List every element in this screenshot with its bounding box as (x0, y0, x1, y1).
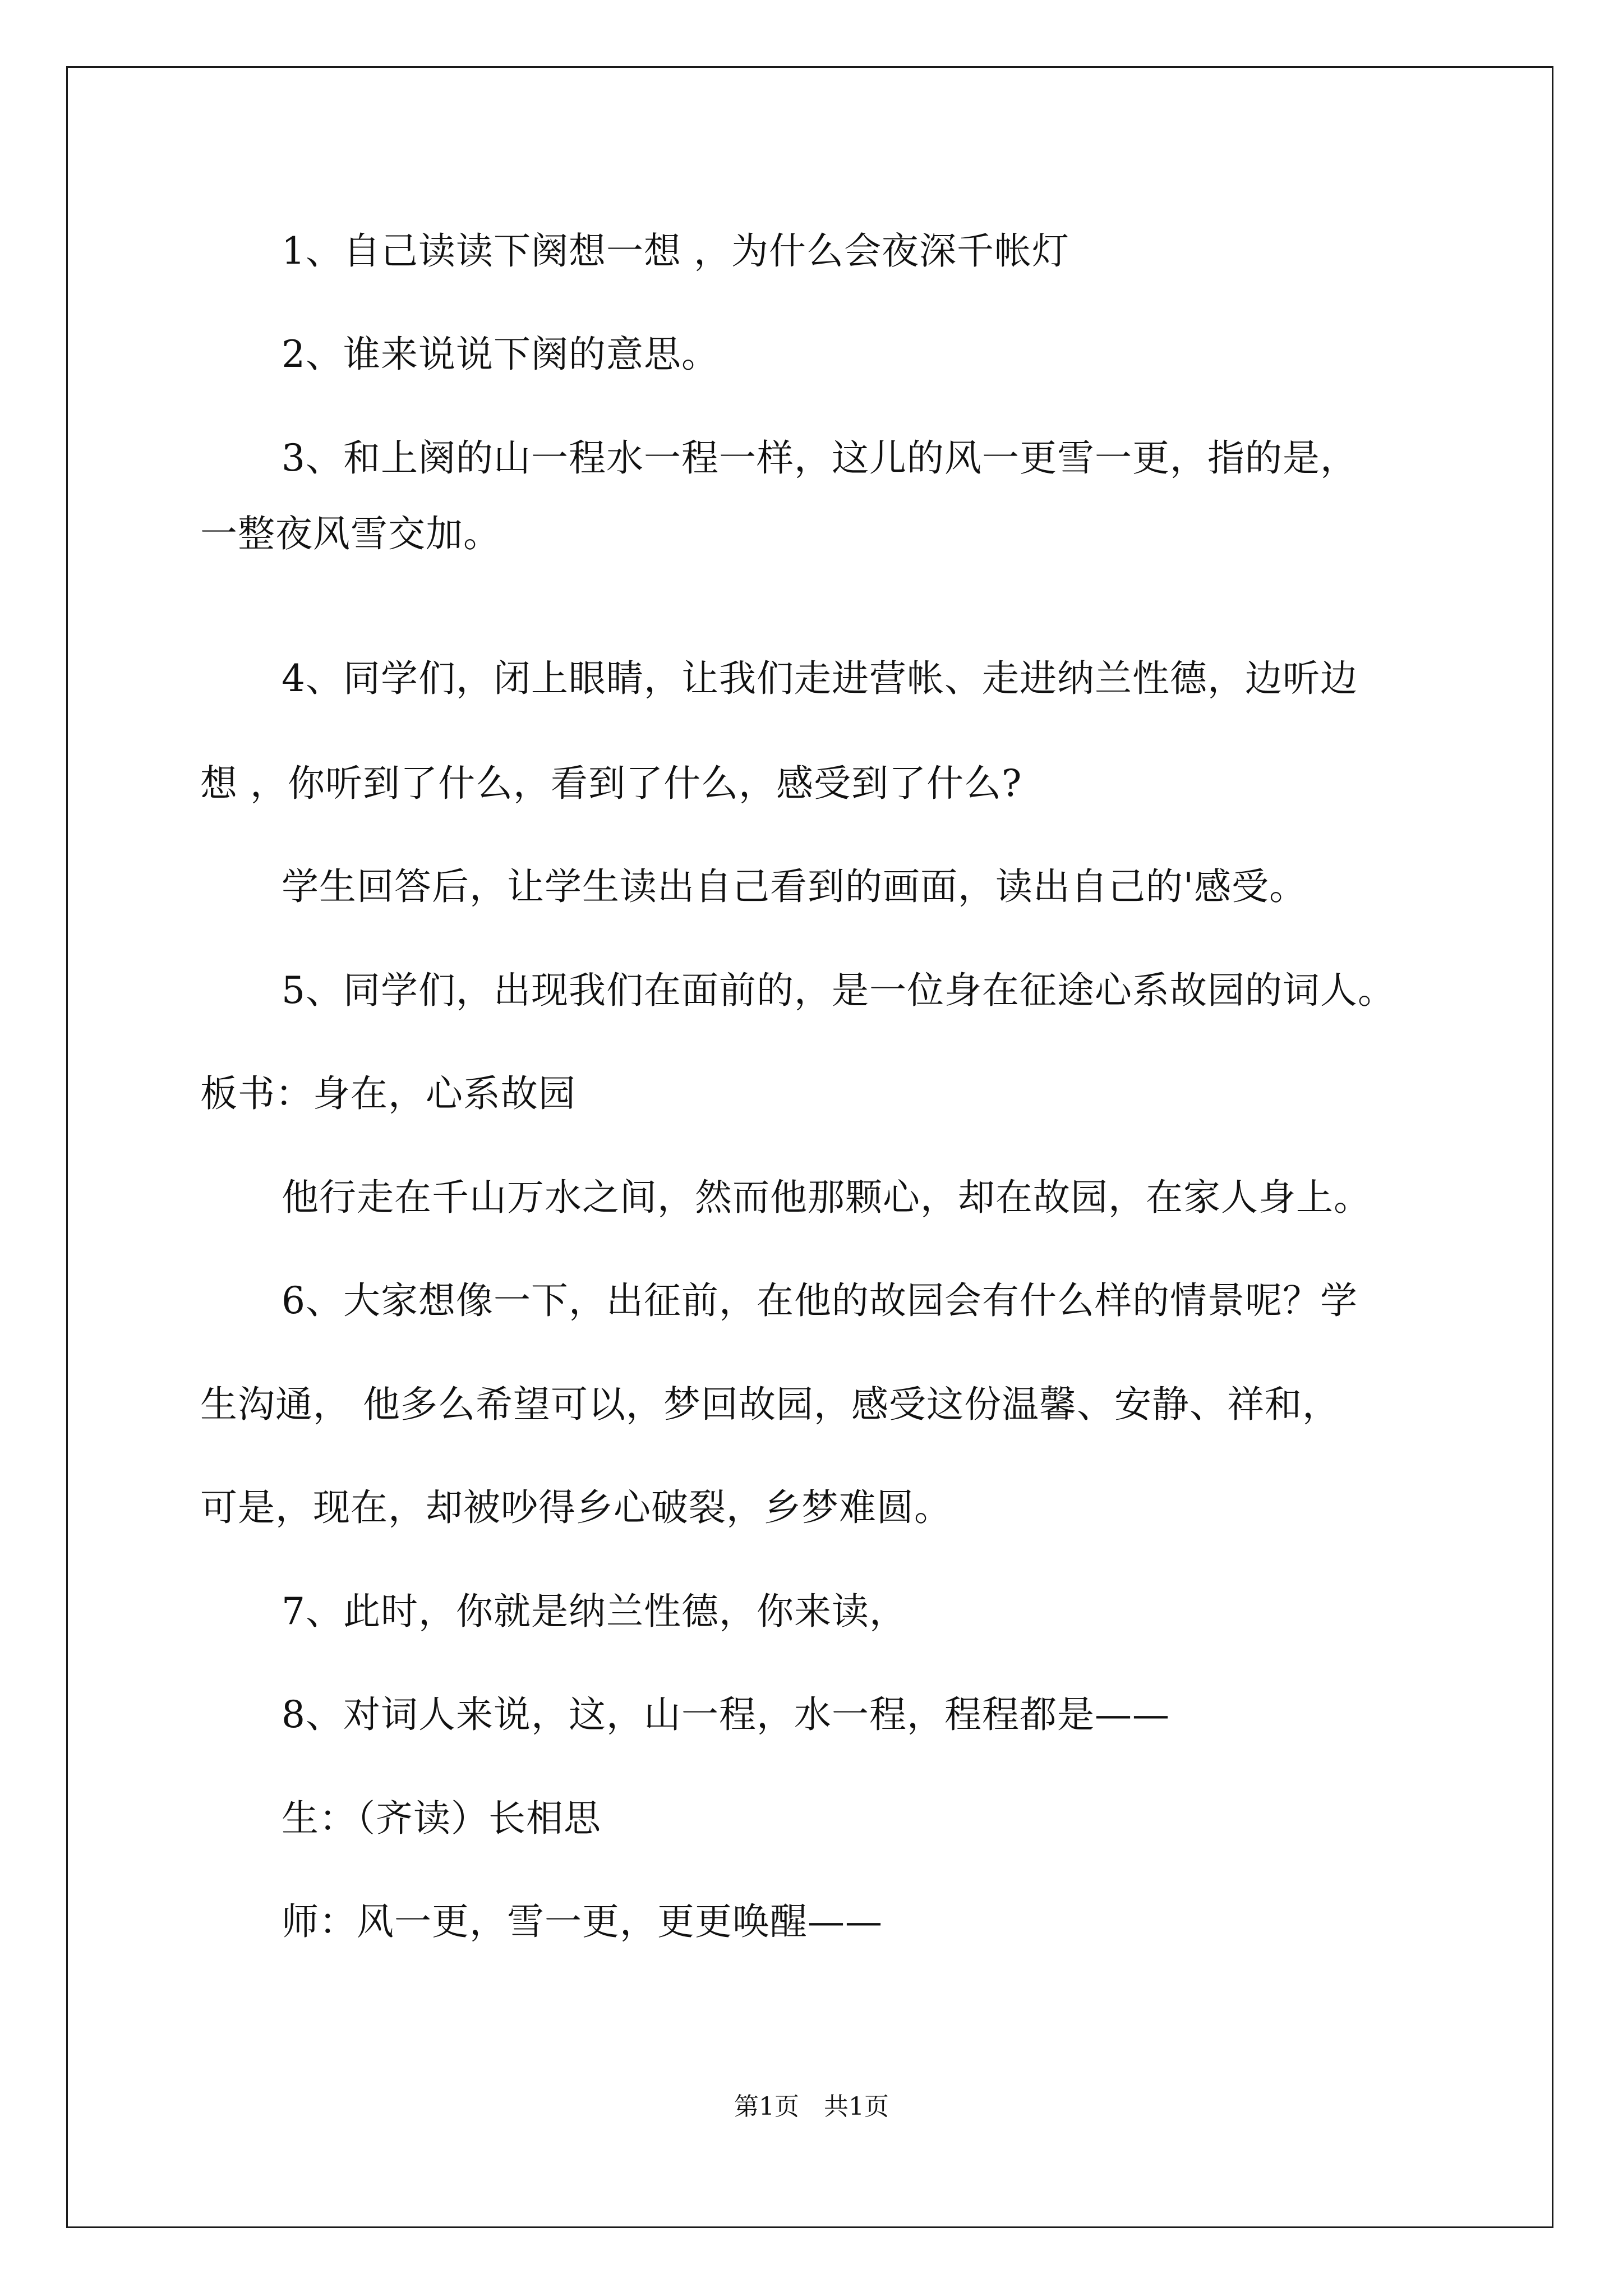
paragraph-line: 3、和上阕的山一程水一程一样，这儿的风一更雪一更，指的是， (282, 436, 1358, 480)
paragraph-line: 8、对词人来说，这，山一程，水一程，程程都是—— (282, 1693, 1170, 1736)
paragraph-line: 可是，现在，却被吵得乡心破裂，乡梦难圆。 (200, 1486, 952, 1529)
page-footer: 第1页 共1页 (734, 2092, 889, 2121)
paragraph-line: 一整夜风雪交加。 (200, 512, 501, 555)
paragraph-line: 2、谁来说说下阕的意思。 (282, 333, 719, 376)
paragraph-line: 1、自己读读下阕想一想 ，为什么会夜深千帐灯 (282, 229, 1069, 273)
paragraph-line: 6、大家想像一下，出征前，在他的故园会有什么样的情景呢？学 (282, 1279, 1358, 1322)
paragraph-line: 4、同学们，闭上眼睛，让我们走进营帐、走进纳兰性德，边听边 (282, 657, 1358, 700)
paragraph-line: 想 ，你听到了什么，看到了什么，感受到了什么? (200, 762, 1022, 805)
paragraph-line: 生：（齐读）长相思 (282, 1797, 601, 1840)
paragraph-line: 师：风一更，雪一更，更更唤醒—— (282, 1900, 883, 1943)
paragraph-line: 生沟通， 他多么希望可以，梦回故园，感受这份温馨、安静、祥和， (200, 1383, 1340, 1426)
paragraph-line: 他行走在千山万水之间，然而他那颗心，却在故园，在家人身上。 (282, 1176, 1371, 1219)
paragraph-line: 板书：身在，心系故园 (200, 1072, 576, 1115)
paragraph-line: 5、同学们，出现我们在面前的，是一位身在征途心系故园的词人。 (282, 969, 1395, 1012)
paragraph-line: 7、此时，你就是纳兰性德，你来读， (282, 1590, 907, 1633)
paragraph-line: 学生回答后，让学生读出自己看到的画面，读出自己的'感受。 (282, 865, 1307, 908)
